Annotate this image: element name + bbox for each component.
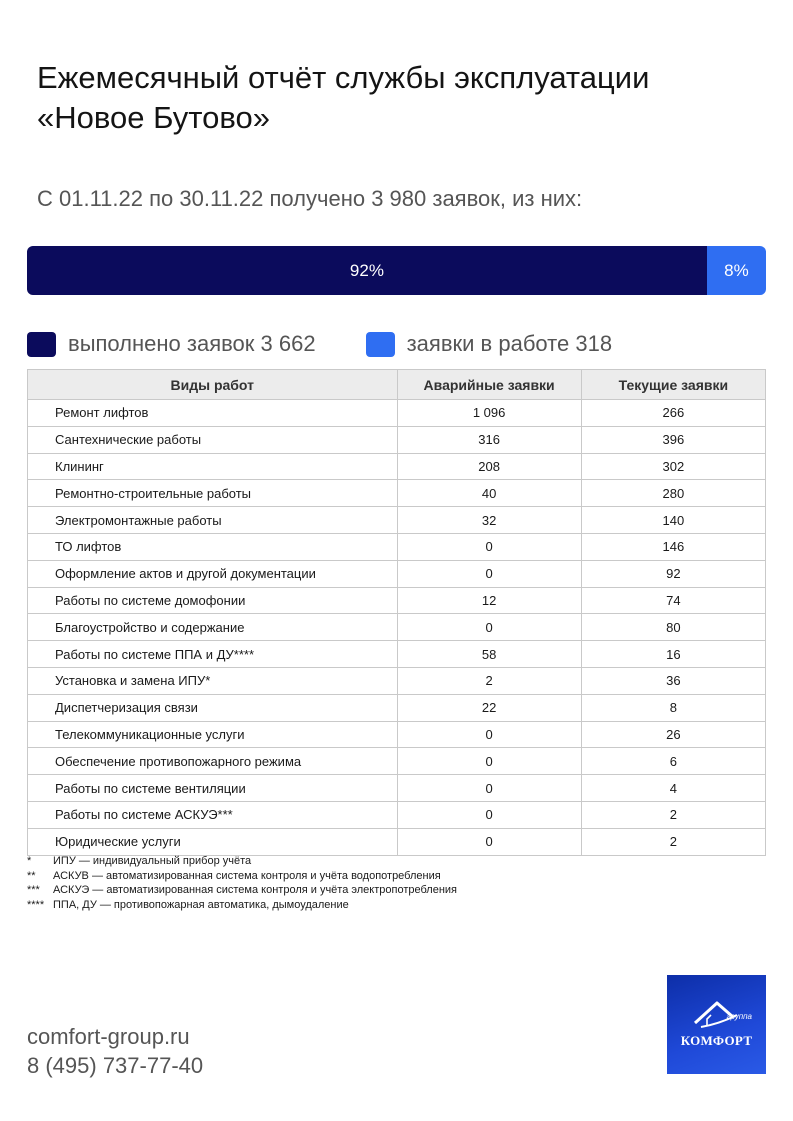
table-row bbox=[28, 721, 766, 748]
title-line-1: Ежемесячный отчёт службы эксплуатации bbox=[37, 60, 650, 95]
table-row bbox=[28, 748, 766, 775]
footnote-mark: *** bbox=[27, 884, 40, 896]
cell-work-type: Благоустройство и содержание bbox=[28, 614, 398, 641]
header-emergency: Аварийные заявки bbox=[397, 370, 581, 400]
phone-number[interactable]: 8 (495) 737-77-40 bbox=[27, 1053, 204, 1078]
cell-work-type: Электромонтажные работы bbox=[28, 507, 398, 534]
cell-current: 16 bbox=[581, 641, 765, 668]
table-row bbox=[28, 507, 766, 534]
table-row bbox=[28, 801, 766, 828]
cell-current: 140 bbox=[581, 507, 765, 534]
cell-work-type: Юридические услуги bbox=[28, 828, 398, 855]
table-row bbox=[28, 426, 766, 453]
cell-current: 280 bbox=[581, 480, 765, 507]
works-table bbox=[27, 369, 766, 856]
legend-done-swatch bbox=[27, 332, 56, 357]
company-logo bbox=[667, 975, 766, 1074]
legend-done bbox=[27, 331, 316, 357]
footnote bbox=[27, 898, 457, 913]
header-work-type: Виды работ bbox=[28, 370, 398, 400]
footnote-mark: * bbox=[27, 855, 32, 867]
legend-done-label: выполнено заявок 3 662 bbox=[68, 331, 316, 356]
progress-done-segment: 92% bbox=[27, 246, 707, 295]
cell-work-type: Оформление актов и другой документации bbox=[28, 560, 398, 587]
cell-current: 36 bbox=[581, 667, 765, 694]
title-line-2: «Новое Бутово» bbox=[37, 100, 270, 135]
logo-brand-text: КОМФОРТ bbox=[680, 1033, 753, 1048]
cell-work-type: Ремонт лифтов bbox=[28, 400, 398, 427]
cell-work-type: Обеспечение противопожарного режима bbox=[28, 748, 398, 775]
table-row bbox=[28, 694, 766, 721]
cell-work-type: Установка и замена ИПУ* bbox=[28, 667, 398, 694]
cell-emergency: 0 bbox=[397, 828, 581, 855]
legend-work-label: заявки в работе 318 bbox=[406, 331, 613, 356]
table-row bbox=[28, 587, 766, 614]
footnote bbox=[27, 883, 457, 898]
cell-emergency: 0 bbox=[397, 748, 581, 775]
cell-emergency: 0 bbox=[397, 533, 581, 560]
cell-emergency: 0 bbox=[397, 560, 581, 587]
cell-current: 4 bbox=[581, 775, 765, 802]
cell-work-type: Сантехнические работы bbox=[28, 426, 398, 453]
footnote-text: ППА, ДУ — противопожарная автоматика, дымоудаление bbox=[53, 898, 349, 911]
footnote-mark: **** bbox=[27, 898, 45, 911]
footnote-text: АСКУЭ — автоматизированная система контроля и учёта электропотребления bbox=[53, 884, 458, 896]
table-row bbox=[28, 480, 766, 507]
report-period: С 01.11.22 по 30.11.22 получено 3 980 заявок, из них: bbox=[37, 186, 583, 211]
cell-work-type: Работы по системе АСКУЭ*** bbox=[28, 801, 398, 828]
legend-work-swatch bbox=[366, 332, 395, 357]
cell-current: 396 bbox=[581, 426, 765, 453]
footnote-text: АСКУВ — автоматизированная система контроля и учёта водопотребления bbox=[53, 869, 441, 882]
table-row bbox=[28, 400, 766, 427]
cell-current: 266 bbox=[581, 400, 765, 427]
cell-current: 92 bbox=[581, 560, 765, 587]
table-row bbox=[28, 775, 766, 802]
contacts bbox=[27, 1022, 203, 1080]
cell-work-type: ТО лифтов bbox=[28, 533, 398, 560]
header-current: Текущие заявки bbox=[581, 370, 765, 400]
cell-emergency: 0 bbox=[397, 801, 581, 828]
progress-legend bbox=[27, 331, 662, 357]
table-row bbox=[28, 667, 766, 694]
table-row bbox=[28, 453, 766, 480]
table-row bbox=[28, 614, 766, 641]
footnote-mark: ** bbox=[27, 869, 36, 882]
house-roof-icon bbox=[667, 975, 766, 1074]
progress-work-segment: 8% bbox=[707, 246, 766, 295]
cell-emergency: 58 bbox=[397, 641, 581, 668]
cell-work-type: Диспетчеризация связи bbox=[28, 694, 398, 721]
cell-current: 146 bbox=[581, 533, 765, 560]
cell-work-type: Телекоммуникационные услуги bbox=[28, 721, 398, 748]
footnote-text: ИПУ — индивидуальный прибор учёта bbox=[53, 855, 252, 867]
cell-emergency: 22 bbox=[397, 694, 581, 721]
table-row bbox=[28, 560, 766, 587]
cell-emergency: 0 bbox=[397, 775, 581, 802]
cell-emergency: 12 bbox=[397, 587, 581, 614]
cell-emergency: 0 bbox=[397, 721, 581, 748]
cell-current: 80 bbox=[581, 614, 765, 641]
footnotes bbox=[27, 854, 457, 912]
cell-work-type: Клининг bbox=[28, 453, 398, 480]
table-row bbox=[28, 533, 766, 560]
table-row bbox=[28, 828, 766, 855]
cell-emergency: 2 bbox=[397, 667, 581, 694]
table-row bbox=[28, 641, 766, 668]
requests-progress-bar bbox=[27, 246, 766, 295]
cell-work-type: Ремонтно-строительные работы bbox=[28, 480, 398, 507]
cell-emergency: 0 bbox=[397, 614, 581, 641]
cell-current: 74 bbox=[581, 587, 765, 614]
cell-work-type: Работы по системе ППА и ДУ**** bbox=[28, 641, 398, 668]
cell-current: 2 bbox=[581, 801, 765, 828]
cell-work-type: Работы по системе домофонии bbox=[28, 587, 398, 614]
logo-small-text: группа bbox=[726, 1012, 752, 1021]
cell-current: 26 bbox=[581, 721, 765, 748]
cell-emergency: 208 bbox=[397, 453, 581, 480]
cell-emergency: 32 bbox=[397, 507, 581, 534]
cell-emergency: 40 bbox=[397, 480, 581, 507]
cell-emergency: 1 096 bbox=[397, 400, 581, 427]
footnote bbox=[27, 854, 457, 869]
cell-work-type: Работы по системе вентиляции bbox=[28, 775, 398, 802]
cell-current: 2 bbox=[581, 828, 765, 855]
website-link[interactable]: comfort-group.ru bbox=[27, 1024, 190, 1049]
cell-emergency: 316 bbox=[397, 426, 581, 453]
footnote bbox=[27, 869, 457, 884]
cell-current: 8 bbox=[581, 694, 765, 721]
cell-current: 6 bbox=[581, 748, 765, 775]
table-header-row bbox=[28, 370, 766, 400]
report-title bbox=[37, 58, 757, 138]
legend-work bbox=[366, 331, 612, 357]
cell-current: 302 bbox=[581, 453, 765, 480]
